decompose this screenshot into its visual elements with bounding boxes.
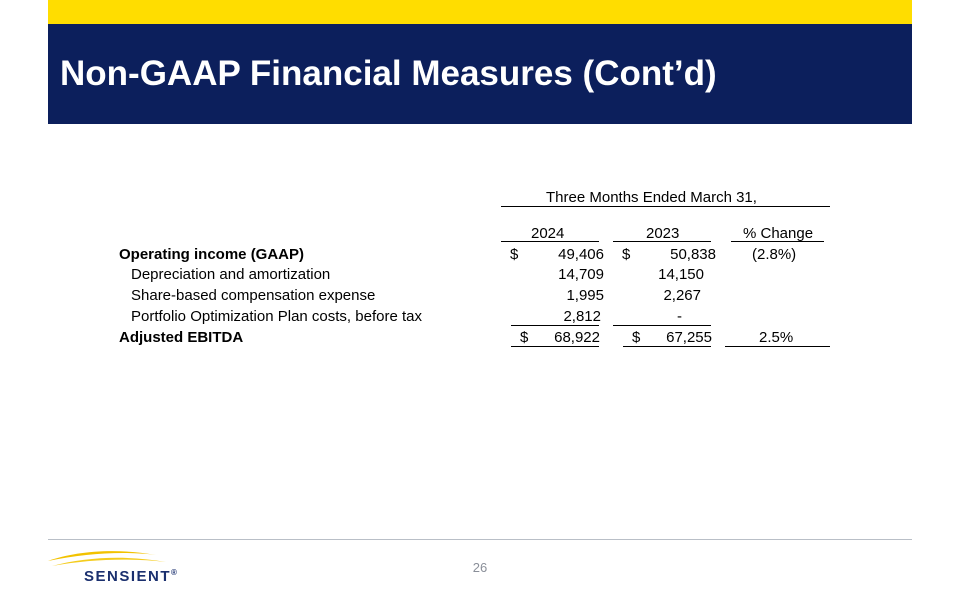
value-2024: 14,709 — [558, 266, 604, 283]
percent-change: 2.5% — [759, 329, 794, 346]
slide-title: Non-GAAP Financial Measures (Cont’d) — [60, 54, 717, 93]
col-2024-underline — [501, 241, 599, 242]
value-2023: 2,267 — [663, 287, 701, 304]
currency-symbol: $ — [510, 246, 519, 263]
title-banner — [48, 24, 912, 124]
col-change-underline — [731, 241, 824, 242]
row-label: Share-based compensation expense — [131, 287, 376, 304]
period-header: Three Months Ended March 31, — [546, 189, 757, 206]
column-header-change: % Change — [743, 225, 814, 242]
subtotal-underline-2023 — [613, 325, 711, 326]
col-2023-underline — [613, 241, 711, 242]
sensient-logo — [46, 548, 196, 588]
row-label: Portfolio Optimization Plan costs, before tax — [131, 308, 422, 325]
value-2023: - — [677, 308, 682, 325]
subtotal-underline-2024 — [511, 325, 599, 326]
value-2023: 50,838 — [670, 246, 716, 263]
page-number: 26 — [472, 560, 488, 575]
column-header-2023: 2023 — [646, 225, 680, 242]
logo-wordmark: SENSIENT® — [84, 568, 177, 585]
row-label: Operating income (GAAP) — [119, 246, 305, 263]
footer-divider — [48, 539, 912, 540]
row-label: Depreciation and amortization — [131, 266, 331, 283]
value-2023: 14,150 — [658, 266, 704, 283]
total-underline-2024 — [511, 346, 599, 347]
row-label: Adjusted EBITDA — [119, 329, 244, 346]
currency-symbol: $ — [632, 329, 641, 346]
percent-change: (2.8%) — [752, 246, 797, 263]
column-header-2024: 2024 — [531, 225, 565, 242]
currency-symbol: $ — [622, 246, 631, 263]
total-underline-2023 — [623, 346, 711, 347]
currency-symbol: $ — [520, 329, 529, 346]
top-accent-bar — [48, 0, 912, 24]
value-2023: 67,255 — [666, 329, 712, 346]
value-2024: 49,406 — [558, 246, 604, 263]
period-header-underline — [501, 206, 830, 207]
value-2024: 1,995 — [566, 287, 604, 304]
value-2024: 2,812 — [563, 308, 601, 325]
total-underline-change — [725, 346, 830, 347]
value-2024: 68,922 — [554, 329, 600, 346]
